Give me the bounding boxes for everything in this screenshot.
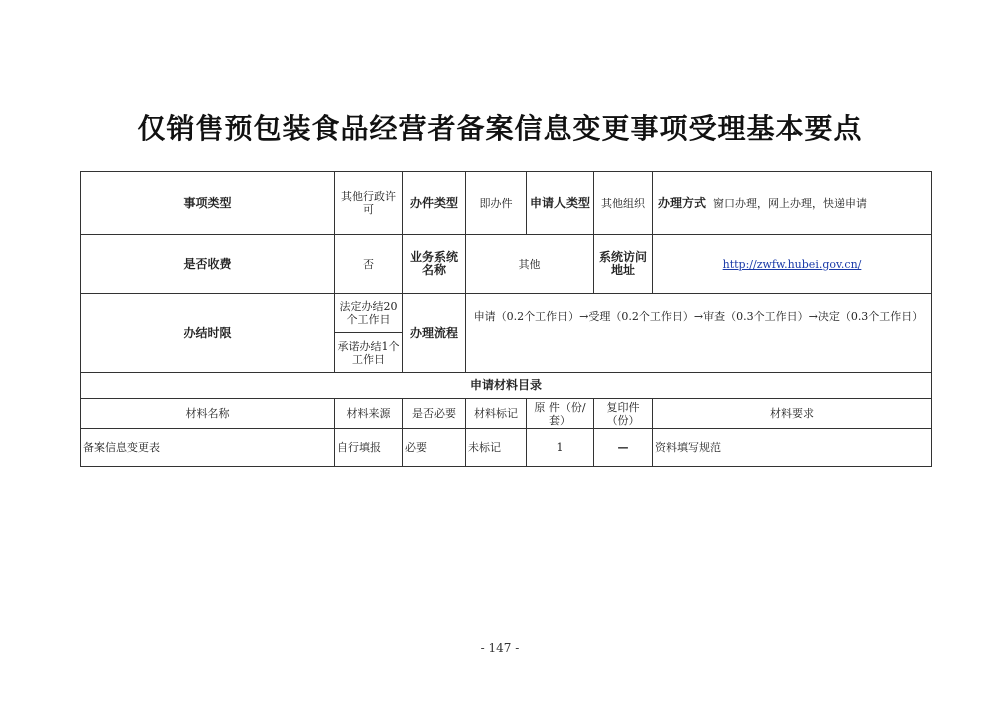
system-url-label: 系统访问地址 (594, 235, 653, 294)
handling-method-cell (653, 172, 932, 235)
page-number: - 147 - (480, 641, 520, 655)
row-fee (81, 235, 932, 294)
item-type-value: 其他行政许可 (335, 172, 403, 235)
process-type-value: 即办件 (466, 172, 527, 235)
material-source: 自行填报 (335, 429, 403, 467)
handling-method-label: 办理方式 (657, 195, 706, 210)
fee-label: 是否收费 (81, 235, 335, 294)
page-title: 仅销售预包装食品经营者备案信息变更事项受理基本要点 (137, 112, 863, 145)
item-type-label: 事项类型 (81, 172, 335, 235)
fee-value: 否 (335, 235, 403, 294)
table-row (81, 429, 932, 467)
header-requirement: 材料要求 (653, 399, 932, 429)
system-url-link[interactable]: http://zwfw.hubei.gov.cn/ (722, 257, 862, 271)
header-original: 原 件（份/套） (527, 399, 594, 429)
legal-limit-value: 法定办结20个工作日 (335, 294, 403, 333)
header-material-source: 材料来源 (335, 399, 403, 429)
time-limit-label: 办结时限 (81, 294, 335, 373)
material-requirement: 资料填写规范 (653, 429, 932, 467)
material-copy: — (594, 429, 653, 467)
header-material-name: 材料名称 (81, 399, 335, 429)
header-mark: 材料标记 (466, 399, 527, 429)
promised-limit-value: 承诺办结1个工作日 (335, 333, 403, 373)
materials-header-row (81, 399, 932, 429)
flow-value: 申请（0.2个工作日）→受理（0.2个工作日）→审查（0.3个工作日）→决定（0.3个工作日） (466, 294, 932, 373)
handling-method-value: 窗口办理，网上办理，快递申请 (713, 196, 867, 210)
info-table (80, 171, 932, 467)
row-materials-section (81, 373, 932, 399)
material-required: 必要 (403, 429, 466, 467)
material-original: 1 (527, 429, 594, 467)
material-name: 备案信息变更表 (81, 429, 335, 467)
header-required: 是否必要 (403, 399, 466, 429)
materials-section-title: 申请材料目录 (81, 373, 932, 399)
row-time-limit (81, 294, 932, 333)
business-system-label: 业务系统名称 (403, 235, 466, 294)
material-mark: 未标记 (466, 429, 527, 467)
applicant-type-value: 其他组织 (594, 172, 653, 235)
process-type-label: 办件类型 (403, 172, 466, 235)
header-copy: 复印件（份） (594, 399, 653, 429)
business-system-value: 其他 (466, 235, 594, 294)
system-url-cell (653, 235, 932, 294)
flow-label: 办理流程 (403, 294, 466, 373)
applicant-type-label: 申请人类型 (527, 172, 594, 235)
row-item-type (81, 172, 932, 235)
